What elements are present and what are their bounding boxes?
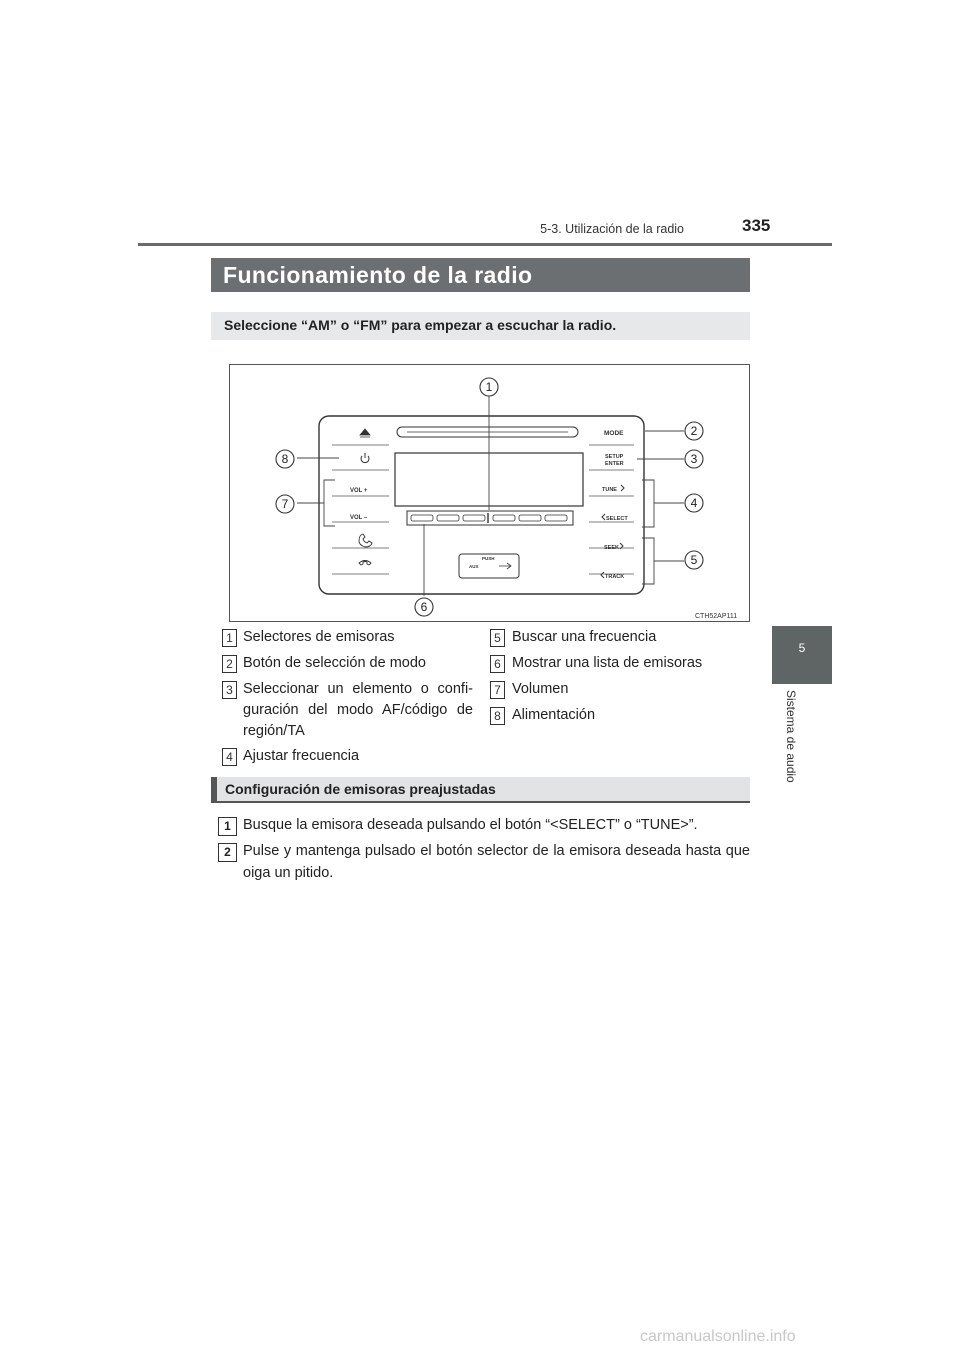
subsection-rule (211, 801, 750, 803)
legend-label-8: Alimentación (512, 707, 596, 723)
step-number-1: 1 (218, 817, 237, 836)
legend-num-4: 4 (222, 748, 237, 766)
callout-7: 7 (281, 497, 289, 511)
callout-5: 5 (690, 553, 698, 567)
callout-4: 4 (690, 496, 698, 510)
legend-label-6: Mostrar una lista de emisoras (512, 655, 703, 671)
tune-label: TUNE (602, 487, 617, 493)
callout-8: 8 (281, 452, 289, 466)
legend-label-3: Seleccionar un elemento o confi-guración del modo AF/código de región/TA (243, 681, 473, 739)
callout-3: 3 (690, 452, 698, 466)
mode-label: MODE (604, 430, 624, 437)
chapter-title (784, 690, 814, 800)
legend-num-1: 1 (222, 629, 237, 647)
header-rule (138, 243, 832, 246)
subsection-accent (211, 777, 217, 803)
page-number: 335 (742, 216, 771, 235)
legend-label-2: Botón de selección de modo (243, 655, 426, 671)
legend-num-2: 2 (222, 655, 237, 673)
legend-label-4: Ajustar frecuencia (243, 748, 360, 764)
page-title: Funcionamiento de la radio (223, 262, 533, 288)
watermark: carmanualsonline.info (640, 1328, 796, 1345)
step-number-2: 2 (218, 843, 237, 862)
seek-label: SEEK (604, 545, 619, 551)
legend-num-6: 6 (490, 655, 505, 673)
chapter-number: 5 (798, 641, 806, 655)
legend-num-7: 7 (490, 681, 505, 699)
legend-num-5: 5 (490, 629, 505, 647)
aux-label: AUX (469, 564, 479, 569)
step-text-1: Busque la emisora deseada pulsando el botón “<SELECT” o “TUNE>”. (243, 817, 698, 833)
callout-1: 1 (485, 380, 493, 394)
track-label: TRACK (605, 574, 625, 580)
legend-label-1: Selectores de emisoras (243, 629, 395, 645)
select-label: SELECT (606, 516, 628, 522)
callout-2: 2 (690, 424, 698, 438)
legend-label-7: Volumen (512, 681, 569, 697)
callout-6: 6 (420, 600, 428, 614)
push-label: PUSH (482, 556, 495, 561)
step-text-2: Pulse y mantenga pulsado el botón selector de la emisora deseada hasta que oiga un pitido. (243, 843, 750, 881)
vol-down-label: VOL – (350, 515, 368, 521)
legend-label-5: Buscar una frecuencia (512, 629, 657, 645)
intro-text: Seleccione “AM” o “FM” para empezar a escuchar la radio. (224, 317, 617, 333)
legend-num-8: 8 (490, 707, 505, 725)
section-reference: 5-3. Utilización de la radio (540, 222, 684, 236)
subsection-title: Configuración de emisoras preajustadas (225, 781, 496, 797)
chapter-tab (772, 626, 832, 684)
enter-label: ENTER (605, 461, 624, 467)
setup-label: SETUP (605, 454, 624, 460)
legend-num-3: 3 (222, 681, 237, 699)
figure-code: CTH52AP111 (695, 613, 738, 620)
radio-figure (229, 364, 750, 622)
vol-up-label: VOL + (350, 488, 368, 494)
chapter-title-text: Sistema de audio (784, 690, 798, 783)
